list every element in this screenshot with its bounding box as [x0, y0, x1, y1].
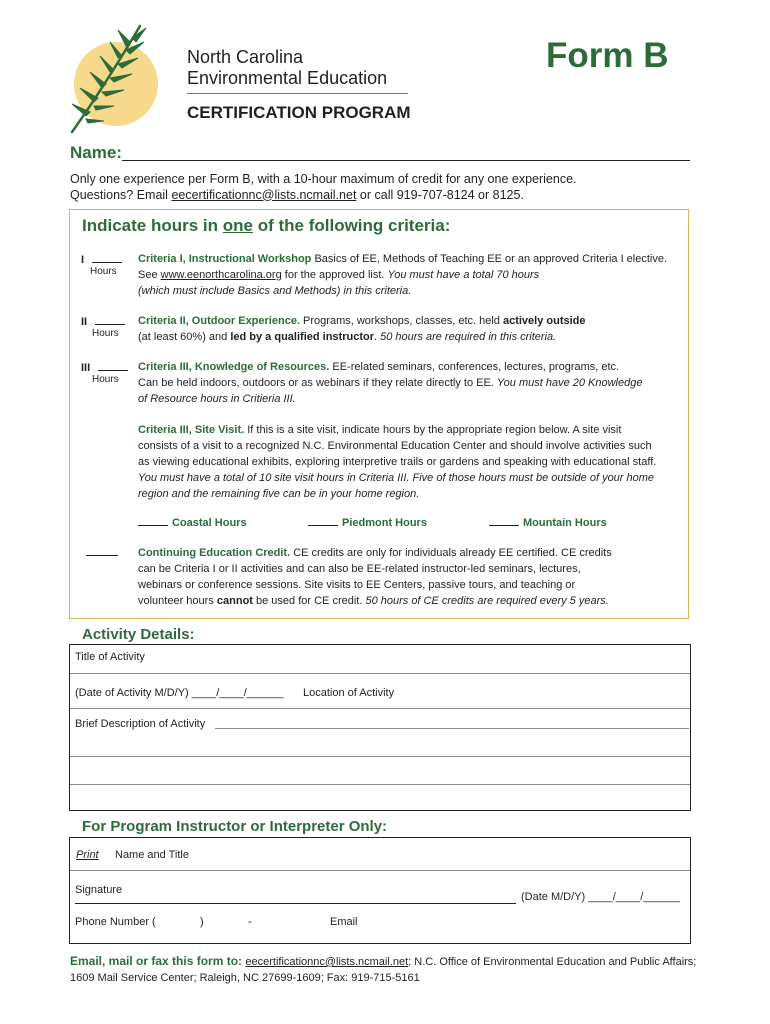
criteria-3-hours-field[interactable] — [81, 360, 128, 374]
site-visit-requirement: You must have a total of 10 site visit hours in Criteria III. Five of those hours must be outside of your home — [138, 472, 655, 484]
activity-date-field[interactable]: (Date of Activity M/D/Y) ____/____/______ — [75, 687, 284, 699]
ce-cannot: cannot — [216, 595, 253, 607]
criteria-2-desc: Programs, workshops, classes, etc. held — [300, 315, 503, 327]
ce-line3: webinars or conference sessions. Site visits to EE Centers, passive tours, and teaching or — [138, 579, 576, 591]
criteria-3-requirement: You must have 20 Knowledge — [496, 377, 643, 389]
ce-volunteer: volunteer hours — [138, 595, 217, 607]
coastal-hours-label: Coastal Hours — [172, 517, 247, 529]
intro-phone: or call 919-707-8124 or 8125. — [356, 187, 524, 202]
criteria-1-hours-label: Hours — [90, 266, 117, 277]
activity-description-field[interactable] — [215, 728, 689, 729]
footer-lead: Email, mail or fax this form to: — [70, 954, 246, 968]
activity-row-divider — [70, 784, 690, 785]
criteria-3-requirement-cont: of Resource hours in Critieria III. — [138, 393, 296, 405]
ce-desc: CE credits are only for individuals already EE certified. CE credits — [290, 547, 612, 559]
intro-line1: Only one experience per Form B, with a 10-hour maximum of credit for any one experience. — [70, 172, 577, 186]
criteria-2-sep: . — [373, 331, 381, 343]
criteria-1-see: See — [138, 269, 161, 281]
activity-row-divider — [70, 673, 690, 674]
activity-title-label: Title of Activity — [75, 651, 145, 663]
org-name-line1: North Carolina — [187, 47, 304, 67]
criteria-3-desc: EE-related seminars, conferences, lectures, programs, etc. — [329, 361, 620, 373]
criteria-2-heading: Criteria II, Outdoor Experience. — [138, 315, 300, 327]
mountain-hours-field[interactable] — [489, 515, 607, 529]
signature-label: Signature — [75, 884, 123, 896]
criteria-1-roman: I — [81, 254, 85, 266]
criteria-3-venue: Can be held indoors, outdoors or as webinars if they relate directly to EE. — [138, 377, 497, 389]
criteria-2-hours-field[interactable] — [81, 314, 125, 328]
footer-email-link[interactable]: eecertificationnc@lists.ncmail.net — [245, 956, 409, 968]
activity-location-field[interactable]: Location of Activity — [303, 687, 395, 699]
phone-close-paren: ) — [200, 916, 204, 928]
phone-dash: - — [248, 916, 252, 928]
criteria-3-heading: Criteria III, Knowledge of Resources. — [138, 361, 330, 373]
form-title: Form B — [546, 36, 669, 75]
mountain-hours-label: Mountain Hours — [523, 517, 607, 529]
criteria-title — [82, 216, 450, 236]
activity-row-divider — [70, 756, 690, 757]
ce-hours-field[interactable] — [86, 555, 118, 556]
site-visit-requirement-cont: region and the remaining five can be in your home region. — [138, 488, 420, 500]
criteria-2-percent: (at least 60%) and — [138, 331, 231, 343]
criteria-1-hours-field[interactable] — [81, 252, 122, 266]
intro-text — [70, 172, 577, 203]
criteria-2-requirement: 50 hours are required in this criteria. — [380, 331, 557, 343]
criteria-1-desc: Basics of EE, Methods of Teaching EE or an approved Criteria I elective. — [311, 253, 668, 265]
criteria-title-pre: Indicate hours in — [82, 216, 223, 235]
print-label: Print — [76, 849, 99, 861]
ce-heading: Continuing Education Credit. — [138, 547, 291, 559]
name-title-field[interactable]: Name and Title — [115, 849, 189, 861]
site-visit-line2: consists of a visit to a recognized N.C. Environmental Education Center and should involve activities such — [138, 440, 652, 452]
ce-text — [138, 545, 686, 609]
criteria-title-emph: one — [222, 216, 253, 235]
criteria-2-roman: II — [81, 316, 88, 328]
eenorthcarolina-link[interactable]: www.eenorthcarolina.org — [160, 269, 282, 281]
activity-description-label: Brief Description of Activity — [75, 718, 206, 730]
palm-frond-sun-logo-icon — [62, 20, 158, 136]
activity-details-title: Activity Details: — [82, 626, 195, 643]
criteria-3-hours-label: Hours — [92, 374, 119, 385]
activity-row-divider — [70, 708, 690, 709]
ce-sep: be used for CE credit. — [252, 595, 366, 607]
instructor-section-title: For Program Instructor or Interpreter Only: — [82, 818, 388, 835]
criteria-3-roman: III — [81, 362, 91, 374]
criteria-title-post: of the following criteria: — [252, 216, 451, 235]
phone-number-field[interactable]: Phone Number ( — [75, 916, 156, 928]
signature-field[interactable] — [75, 903, 516, 904]
email-field[interactable]: Email — [330, 916, 358, 928]
instructor-row-divider — [70, 870, 690, 871]
piedmont-hours-field[interactable] — [308, 515, 427, 529]
criteria-2-text — [138, 313, 686, 345]
program-title: CERTIFICATION PROGRAM — [187, 103, 411, 122]
criteria-3-text — [138, 359, 686, 407]
name-label: Name: — [70, 143, 122, 162]
criteria-1-heading: Criteria I, Instructional Workshop — [138, 253, 312, 265]
signature-date-field[interactable]: (Date M/D/Y) ____/____/______ — [521, 891, 680, 903]
site-visit-desc: If this is a site visit, indicate hours by the appropriate region below. A site visit — [244, 424, 622, 436]
footer-address: 1609 Mail Service Center; Raleigh, NC 27699-1609; Fax: 919-715-5161 — [70, 972, 420, 984]
site-visit-line3: as viewing educational exhibits, exploring interpretive trails or gardens and speaking with educational staff. — [138, 456, 657, 468]
site-visit-text — [138, 422, 686, 502]
coastal-hours-field[interactable] — [138, 515, 247, 529]
org-name-line2: Environmental Education — [187, 68, 388, 88]
ce-requirement: 50 hours of CE credits are required every 5 years. — [365, 595, 609, 607]
ce-line2: can be Criteria I or II activities and can also be EE-related instructor-led seminars, lectures, — [138, 563, 581, 575]
site-visit-heading: Criteria III, Site Visit. — [138, 424, 245, 436]
piedmont-hours-label: Piedmont Hours — [342, 517, 427, 529]
criteria-1-list: for the approved list. — [281, 269, 388, 281]
intro-line2 — [70, 188, 577, 204]
criteria-2-instructor: led by a qualified instructor — [230, 331, 374, 343]
header-divider — [187, 93, 408, 94]
intro-questions: Questions? Email — [70, 187, 172, 202]
footer — [70, 953, 696, 986]
criteria-2-hours-label: Hours — [92, 328, 119, 339]
criteria-1-requirement-cont: (which must include Basics and Methods) in this criteria. — [138, 285, 412, 297]
criteria-2-outside: actively outside — [502, 315, 586, 327]
footer-office: ; N.C. Office of Environmental Education and Public Affairs; — [408, 956, 697, 968]
contact-email-link[interactable]: eecertificationnc@lists.ncmail.net — [171, 187, 357, 202]
name-field[interactable] — [122, 160, 690, 161]
criteria-1-requirement: You must have a total 70 hours — [387, 269, 540, 281]
criteria-1-text — [138, 251, 686, 299]
